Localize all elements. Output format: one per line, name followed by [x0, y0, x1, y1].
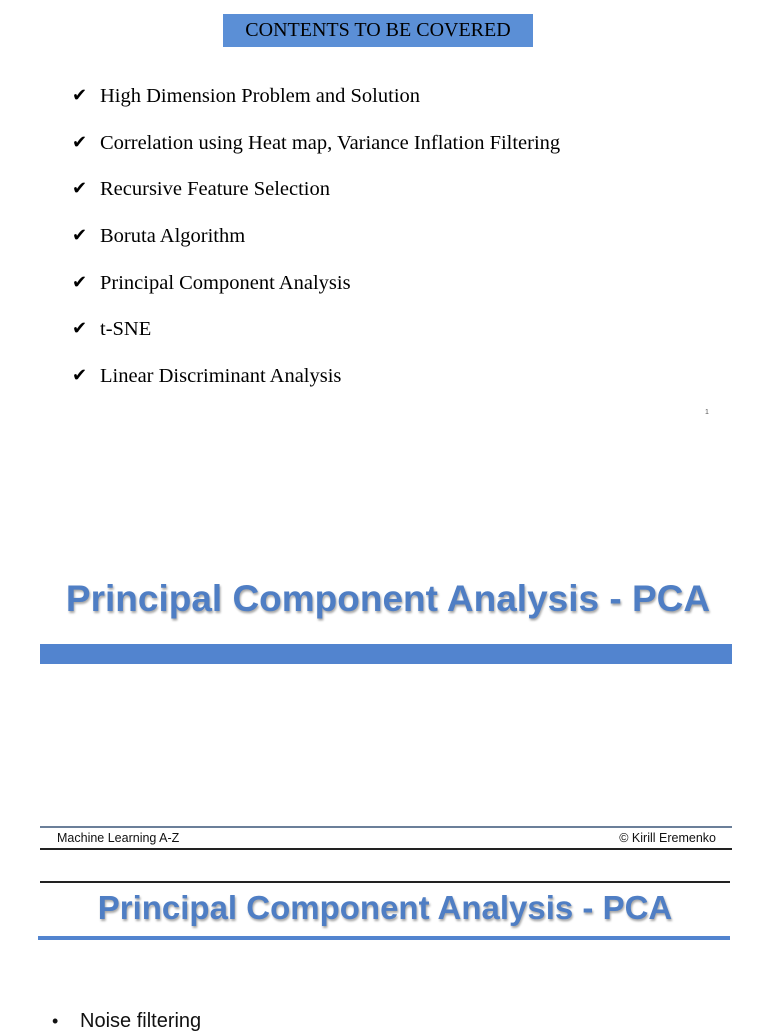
slide-title: Principal Component Analysis - PCA	[65, 578, 711, 619]
topic-label: t-SNE	[100, 318, 152, 341]
checkmark-icon: ✔	[72, 85, 88, 106]
slide-divider	[40, 881, 730, 883]
checkmark-icon: ✔	[72, 225, 88, 247]
list-item	[72, 129, 560, 176]
list-item	[72, 362, 560, 409]
footer-copyright: © Kirill Eremenko	[619, 831, 716, 845]
checkmark-icon: ✔	[72, 365, 88, 387]
checkmark-icon: ✔	[72, 318, 88, 340]
bullet-icon: •	[52, 1011, 59, 1031]
page-number: 1	[705, 409, 709, 416]
list-item	[52, 1010, 201, 1033]
topic-label: Recursive Feature Selection	[100, 178, 330, 201]
topic-list	[72, 82, 560, 409]
contents-title: CONTENTS TO BE COVERED	[223, 14, 533, 47]
footer-divider	[40, 848, 732, 850]
topic-label: Boruta Algorithm	[100, 225, 246, 248]
topic-label: High Dimension Problem and Solution	[100, 85, 421, 107]
list-item	[72, 269, 560, 316]
topic-label: Correlation using Heat map, Variance Inflation Filtering	[100, 131, 561, 154]
list-item	[72, 175, 560, 222]
slide-title: Principal Component Analysis - PCA	[97, 889, 673, 926]
title-bar	[40, 644, 732, 664]
checkmark-icon: ✔	[72, 271, 88, 293]
list-item	[72, 222, 560, 269]
footer-course-name: Machine Learning A-Z	[57, 831, 180, 845]
list-item	[72, 315, 560, 362]
checkmark-icon: ✔	[72, 131, 88, 153]
list-item	[72, 82, 560, 129]
topic-label: Linear Discriminant Analysis	[100, 365, 342, 388]
title-underline	[38, 936, 730, 940]
topic-label: Principal Component Analysis	[100, 271, 351, 294]
bullet-text: Noise filtering	[80, 1010, 202, 1032]
checkmark-icon: ✔	[72, 178, 88, 200]
footer-divider	[40, 826, 732, 828]
